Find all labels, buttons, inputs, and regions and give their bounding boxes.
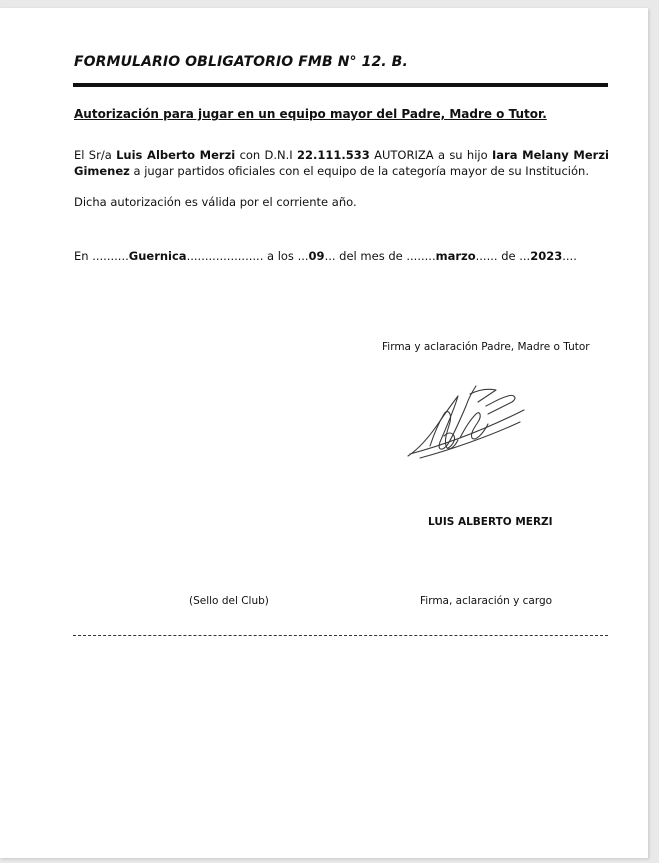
dashed-divider — [73, 635, 608, 636]
form-title: FORMULARIO OBLIGATORIO FMB N° 12. B. — [74, 54, 408, 70]
title-divider — [73, 83, 608, 87]
parent-name: Luis Alberto Merzi — [116, 148, 236, 162]
child-name: Iara Melany Merzi Gimenez — [74, 148, 609, 178]
authorization-paragraph — [74, 147, 609, 179]
signature-position-label: Firma, aclaración y cargo — [420, 595, 553, 607]
date-place-line — [74, 248, 609, 264]
text-segment: con D.N.I — [235, 148, 298, 162]
form-subtitle: Autorización para jugar en un equipo mayor del Padre, Madre o Tutor. — [74, 107, 547, 121]
day-value: 09 — [308, 249, 325, 263]
text-segment: ..................... a los ... — [186, 249, 309, 263]
text-segment: ...... de ... — [475, 249, 531, 263]
signature-label: Firma y aclaración Padre, Madre o Tutor — [382, 341, 590, 353]
document-page — [0, 8, 648, 858]
text-segment: El Sr/a — [74, 148, 117, 162]
club-seal-label: (Sello del Club) — [189, 595, 269, 607]
month-value: marzo — [435, 249, 476, 263]
text-segment: ... del mes de ........ — [324, 249, 436, 263]
handwritten-signature — [400, 376, 530, 466]
text-segment: En .......... — [74, 249, 129, 263]
year-value: 2023 — [530, 249, 563, 263]
dni-number: 22.111.533 — [297, 148, 370, 162]
signer-name: LUIS ALBERTO MERZI — [428, 516, 553, 528]
place-name: Guernica — [128, 249, 187, 263]
text-segment: a jugar partidos oficiales con el equipo de la categoría mayor de su Institución. — [129, 164, 589, 178]
text-segment: AUTORIZA a su hijo — [369, 148, 492, 162]
validity-paragraph: Dicha autorización es válida por el corriente año. — [74, 195, 357, 209]
text-segment: .... — [562, 249, 577, 263]
